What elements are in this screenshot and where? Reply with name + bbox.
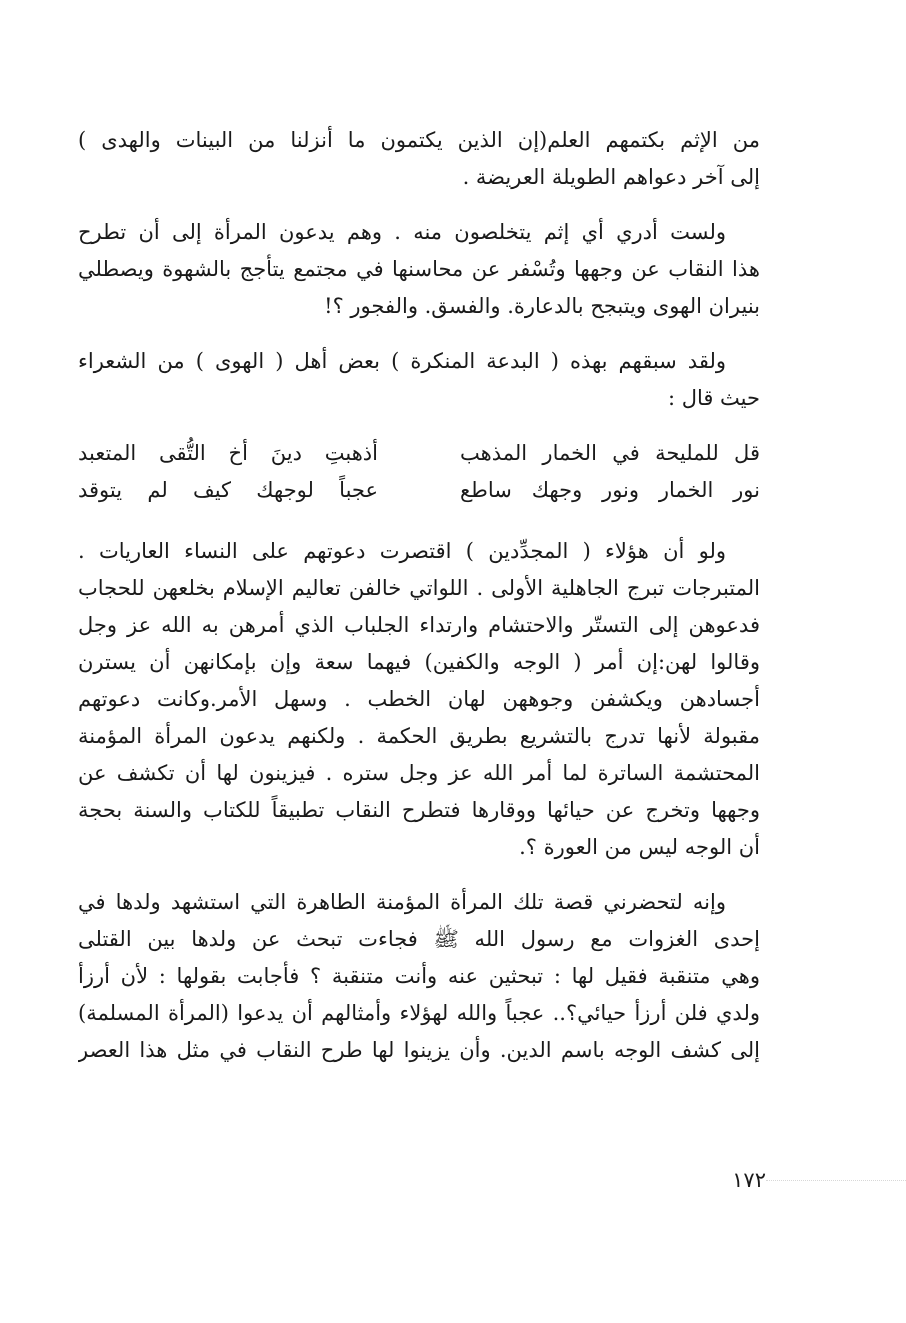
text-line: مقبولة لأنها تدرج بالتشريع بطريق الحكمة . ولكنهم يدعون المرأة المؤمنة	[78, 724, 760, 748]
text-line: ولدي فلن أرزأ حيائي؟.. عجباً والله لهؤلاء وأمثالهم أن يدعوا (المرأة المسلمة)	[78, 1001, 760, 1025]
text-line: بنيران الهوى ويتبجح بالدعارة. والفسق. والفجور ؟!	[324, 294, 760, 318]
text-line: حيث قال :	[667, 386, 760, 410]
text-line: فدعوهن إلى التستّر والاحتشام وارتداء الجلباب الذي أمرهن به الله عز وجل	[78, 613, 760, 637]
text-line: وجهها وتخرج عن حيائها ووقارها فتطرح النقاب تطبيقاً للكتاب والسنة بحجة	[78, 798, 760, 822]
text-line: وإنه لتحضرني قصة تلك المرأة المؤمنة الطاهرة التي استشهد ولدها في	[78, 890, 726, 914]
paragraph-4	[78, 533, 760, 866]
page-body	[78, 122, 760, 1087]
text-line: إلى كشف الوجه باسم الدين. وأن يزينوا لها طرح النقاب في مثل هذا العصر	[78, 1038, 760, 1062]
paragraph-5	[78, 884, 760, 1069]
text-line: المحتشمة الساترة لما أمر الله عز وجل ستره . فيزينون لها أن تكشف عن	[78, 761, 760, 785]
text-line: هذا النقاب عن وجهها وتُسْفر عن محاسنها في مجتمع يتأجج بالشهوة ويصطلي	[78, 257, 760, 281]
text-line: ولقد سبقهم بهذه ( البدعة المنكرة ) بعض أهل ( الهوى ) من الشعراء	[78, 349, 726, 373]
poem-verses	[78, 435, 760, 509]
text-line: من الإثم بكتمهم العلم(إن الذين يكتمون ما أنزلنا من البينات والهدى )	[78, 128, 760, 152]
verse-first-hemistich: نور الخمار ونور وجهك ساطع	[460, 478, 760, 502]
verse-line	[78, 435, 760, 472]
text-line: ولست أدري أي إثم يتخلصون منه . وهم يدعون المرأة إلى أن تطرح	[78, 220, 726, 244]
scan-edge-mark	[766, 1180, 906, 1182]
verse-second-hemistich: عجباً لوجهك كيف لم يتوقد	[78, 478, 378, 502]
text-line: إحدى الغزوات مع رسول الله ﷺ فجاءت تبحث عن ولدها بين القتلى	[78, 927, 760, 951]
text-line: إلى آخر دعواهم الطويلة العريضة .	[462, 165, 760, 189]
text-line: ولو أن هؤلاء ( المجدِّدين ) اقتصرت دعوتهم على النساء العاريات .	[78, 539, 726, 563]
text-line: وقالوا لهن:إن أمر ( الوجه والكفين) فيهما سعة وإن بإمكانهن أن يسترن	[78, 650, 760, 674]
text-line: المتبرجات تبرج الجاهلية الأولى . اللواتي خالفن تعاليم الإسلام بخلعهن للحجاب	[78, 576, 760, 600]
text-line: أن الوجه ليس من العورة ؟.	[519, 835, 760, 859]
text-line: أجسادهن ويكشفن وجوههن لهان الخطب . وسهل الأمر.وكانت دعوتهم	[78, 687, 760, 711]
paragraph-3	[78, 343, 760, 417]
verse-second-hemistich: أذهبتِ دينَ أخ التُّقى المتعبد	[78, 441, 378, 465]
paragraph-2	[78, 214, 760, 325]
verse-first-hemistich: قل للمليحة في الخمار المذهب	[460, 441, 760, 465]
paragraph-1	[78, 122, 760, 196]
text-line: وهي متنقبة فقيل لها : تبحثين عنه وأنت متنقبة ؟ فأجابت بقولها : لأن أرزأ	[78, 964, 760, 988]
verse-line	[78, 472, 760, 509]
page-number: ١٧٢	[732, 1168, 766, 1192]
